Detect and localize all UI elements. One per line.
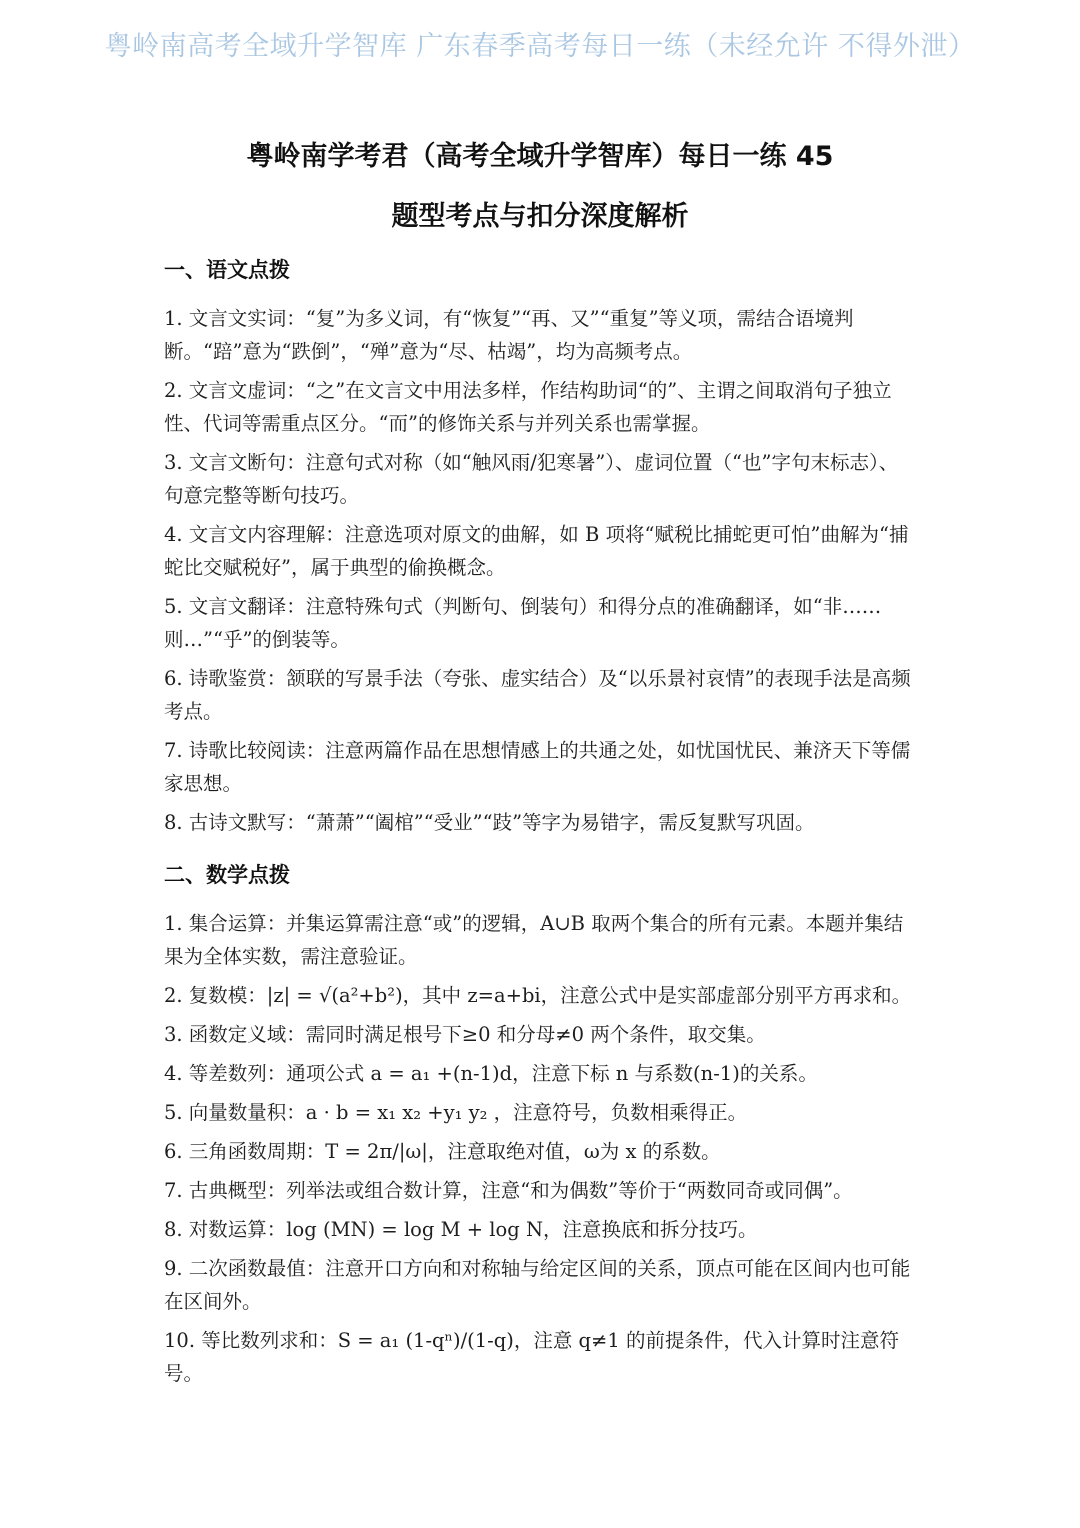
yuwen-item: 2. 文言文虚词：“之”在文言文中用法多样，作结构助词“的”、主谓之间取消句子独立性、代词等需重点区分。“而”的修饰关系与并列关系也需掌握。 bbox=[164, 379, 892, 435]
yuwen-item: 1. 文言文实词：“复”为多义词，有“恢复”“再、又”“重复”等义项，需结合语境判断。“踣”意为“跌倒”，“殚”意为“尽、枯竭”，均为高频考点。 bbox=[164, 307, 854, 363]
yuwen-item: 4. 文言文内容理解：注意选项对原文的曲解，如 B 项将“赋税比捕蛇更可怕”曲解为“捕蛇比交赋税好”，属于典型的偷换概念。 bbox=[164, 523, 909, 579]
math-item: 3. 函数定义域：需同时满足根号下≥0 和分母≠0 两个条件，取交集。 bbox=[164, 1023, 766, 1046]
section-math bbox=[0, 857, 1080, 1396]
yuwen-item: 3. 文言文断句：注意句式对称（如“触风雨/犯寒暑”）、虚词位置（“也”字句末标志）、句意完整等断句技巧。 bbox=[164, 451, 899, 507]
math-item: 1. 集合运算：并集运算需注意“或”的逻辑，A∪B 取两个集合的所有元素。本题并集结果为全体实数，需注意验证。 bbox=[164, 912, 904, 968]
yuwen-item: 8. 古诗文默写：“萧萧”“阖棺”“受业”“跂”等字为易错字，需反复默写巩固。 bbox=[164, 811, 815, 834]
math-item: 6. 三角函数周期：T = 2π/|ω|，注意取绝对值，ω为 x 的系数。 bbox=[164, 1140, 721, 1163]
page-subtitle: 题型考点与扣分深度解析 bbox=[391, 201, 689, 232]
math-item: 8. 对数运算：log (MN) = log M + log N，注意换底和拆分技巧。 bbox=[164, 1218, 758, 1241]
math-item: 10. 等比数列求和：S = a₁ (1-qⁿ)/(1-q)，注意 q≠1 的前提条件，代入计算时注意符号。 bbox=[164, 1329, 899, 1385]
math-item: 7. 古典概型：列举法或组合数计算，注意“和为偶数”等价于“两数同奇或同偶”。 bbox=[164, 1179, 853, 1202]
math-item: 5. 向量数量积：a · b = x₁ x₂ +y₁ y₂ ，注意符号，负数相乘得正。 bbox=[164, 1101, 748, 1124]
section-yuwen bbox=[0, 252, 1080, 845]
math-item: 2. 复数模：|z| = √(a²+b²)，其中 z=a+bi，注意公式中是实部虚部分别平方再求和。 bbox=[164, 984, 912, 1007]
math-item: 4. 等差数列：通项公式 a = a₁ +(n-1)d，注意下标 n 与系数(n-1)的关系。 bbox=[164, 1062, 818, 1085]
watermark-header: 粤岭南高考全域升学智库 广东春季高考每日一练（未经允许 不得外泄） bbox=[104, 31, 976, 62]
page-title: 粤岭南学考君（高考全域升学智库）每日一练 45 bbox=[246, 141, 834, 172]
yuwen-item: 7. 诗歌比较阅读：注意两篇作品在思想情感上的共通之处，如忧国忧民、兼济天下等儒家思想。 bbox=[164, 739, 911, 795]
yuwen-item: 6. 诗歌鉴赏：颔联的写景手法（夸张、虚实结合）及“以乐景衬哀情”的表现手法是高频考点。 bbox=[164, 667, 911, 723]
section-heading-yuwen: 一、语文点拨 bbox=[164, 258, 290, 282]
math-item: 9. 二次函数最值：注意开口方向和对称轴与给定区间的关系，顶点可能在区间内也可能在区间外。 bbox=[164, 1257, 911, 1313]
section-heading-math: 二、数学点拨 bbox=[164, 863, 290, 887]
yuwen-item: 5. 文言文翻译：注意特殊句式（判断句、倒装句）和得分点的准确翻译，如“非……则…”“乎”的倒装等。 bbox=[164, 595, 882, 651]
